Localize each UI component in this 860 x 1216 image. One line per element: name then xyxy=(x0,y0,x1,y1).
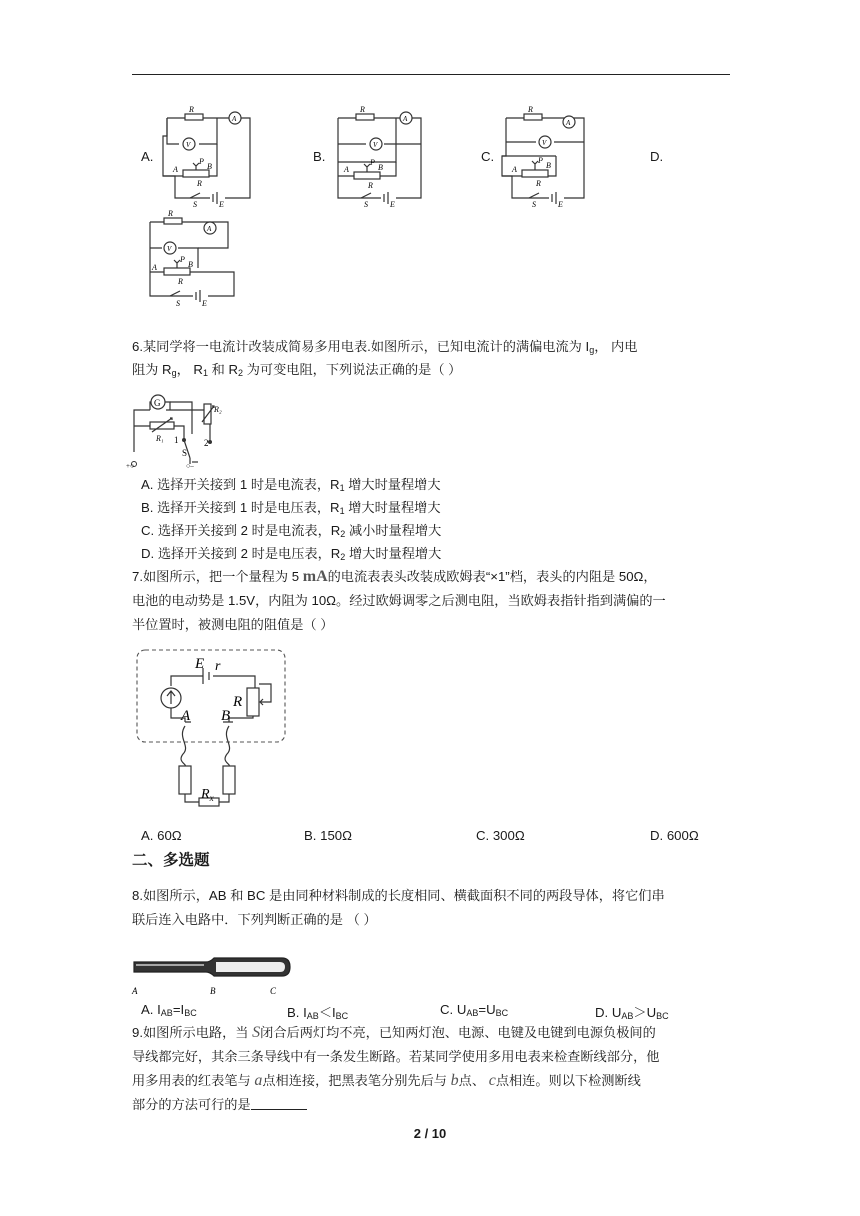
q5-option-c-label: C. xyxy=(481,149,495,164)
fig-label: B xyxy=(207,162,212,171)
fig-label: B xyxy=(378,163,383,172)
fig-label: G xyxy=(154,398,161,408)
answer-blank xyxy=(251,1097,307,1110)
fig-label: $R_x$ xyxy=(201,787,214,803)
fig-label: R xyxy=(368,181,373,190)
fig-label: R xyxy=(360,106,365,114)
q9-stem-line1: 9.如图所示电路，当 S闭合后两灯均不亮，已知两灯泡、电源、电键及电键到电源负极间的 xyxy=(132,1024,656,1041)
q5-circuit-c xyxy=(494,106,598,208)
fig-label: S xyxy=(532,200,536,208)
fig-label: E xyxy=(219,200,224,208)
fig-label: R xyxy=(233,694,243,710)
fig-label: 1 xyxy=(174,435,179,445)
q8-option-b: B. $I_{AB}<I_{BC}$ xyxy=(287,1005,349,1021)
q8-conductor-figure xyxy=(130,950,295,998)
q6-circuit-figure xyxy=(126,384,226,470)
q6-option-a: A. 选择开关接到 1 时是电流表，$R_1$ 增大时量程增大 xyxy=(141,477,441,493)
q7-stem-line1: 7.如图所示，把一个量程为 5 mA的电流表表头改装成欧姆表“×1”档，表头的内阻是 50Ω， xyxy=(132,568,657,585)
q7-option-c: C. 300Ω xyxy=(476,828,525,843)
q9-stem-line2: 导线都完好，其余三条导线中有一条发生断路。若某同学使用多用电表来检查断线部分，他 xyxy=(132,1049,660,1064)
q8-option-d: D. $U_{AB}>U_{BC}$ xyxy=(595,1005,669,1021)
fig-label: R xyxy=(197,179,202,188)
fig-label: A xyxy=(344,165,349,174)
fig-label: A xyxy=(512,165,517,174)
q7-option-a: A. 60Ω xyxy=(141,828,182,843)
q7-stem-line2: 电池的电动势是 1.5V，内阻为 10Ω。经过欧姆调零之后测电阻，当欧姆表指针指到满偏的一 xyxy=(132,593,666,608)
q5-circuit-d xyxy=(138,208,242,308)
q7-option-d: D. 600Ω xyxy=(650,828,699,843)
fig-label: r xyxy=(215,659,221,674)
fig-label: R₂ xyxy=(214,405,222,414)
fig-label: A xyxy=(173,165,178,174)
fig-label: P xyxy=(370,158,375,167)
q5-option-b-label: B. xyxy=(313,149,326,164)
fig-label: R xyxy=(528,106,533,114)
fig-label: V xyxy=(542,139,547,147)
fig-label: R xyxy=(189,106,194,114)
q6-stem-line1: 6.某同学将一电流计改装成简易多用电表.如图所示，已知电流计的满偏电流为 $I_g$， 内电 xyxy=(132,339,638,355)
q9-stem-line4: 部分的方法可行的是 xyxy=(132,1096,307,1114)
q6-stem-line2: 阻为 $R_g$， $R_1$ 和 $R_2$ 为可变电阻，下列说法正确的是（ ） xyxy=(132,362,462,378)
q5-option-a-label: A. xyxy=(141,149,154,164)
q7-stem-line3: 半位置时，被测电阻的阻值是（ ） xyxy=(132,617,334,632)
q8-stem-line1: 8.如图所示，AB 和 BC 是由同种材料制成的长度相同、横截面积不同的两段导体，将它们串 xyxy=(132,888,665,903)
fig-label: C xyxy=(270,986,277,996)
q9-stem-line3: 用多用表的红表笔与 a点相连接，把黑表笔分别先后与 b点、 c点相连。则以下检测断线 xyxy=(132,1072,641,1089)
fig-label: S xyxy=(182,448,188,458)
fig-label: R xyxy=(168,209,173,218)
fig-label: E xyxy=(202,299,207,308)
fig-label: B xyxy=(210,986,216,996)
q5-option-d-label: D. xyxy=(650,149,664,164)
fig-label: R xyxy=(536,179,541,188)
q6-option-c: C. 选择开关接到 2 时是电流表，$R_2$ 减小时量程增大 xyxy=(141,523,442,539)
fig-label: A xyxy=(132,986,138,996)
q6-option-d: D. 选择开关接到 2 时是电压表，$R_2$ 增大时量程增大 xyxy=(141,546,442,562)
fig-label: ○– xyxy=(186,462,194,470)
fig-label: V xyxy=(167,245,172,253)
fig-label: B xyxy=(221,708,231,724)
fig-label: A xyxy=(181,708,191,724)
fig-label: E xyxy=(195,656,205,672)
fig-label: P xyxy=(199,157,204,166)
q7-option-b: B. 150Ω xyxy=(304,828,352,843)
fig-label: S xyxy=(193,200,197,208)
fig-label: P xyxy=(180,255,185,264)
fig-label: A xyxy=(232,115,237,123)
fig-label: A xyxy=(403,115,408,123)
fig-label: B xyxy=(546,161,551,170)
fig-label: R₁ xyxy=(156,434,164,443)
section-heading: 二、多选题 xyxy=(132,852,210,869)
fig-label: B xyxy=(188,260,193,269)
page-number: 2 / 10 xyxy=(413,1126,447,1141)
fig-label: A xyxy=(152,263,157,272)
fig-label: +○ xyxy=(126,462,135,470)
fig-label: A xyxy=(207,225,212,233)
fig-label: E xyxy=(558,200,563,208)
q7-circuit-figure xyxy=(133,646,289,810)
fig-label: E xyxy=(390,200,395,208)
header-rule xyxy=(132,74,730,75)
q5-circuit-a xyxy=(155,106,259,208)
q8-option-c: C. $U_{AB}=U_{BC}$ xyxy=(440,1002,509,1018)
q5-circuit-b xyxy=(326,106,430,208)
q8-stem-line2: 联后连入电路中．下列判断正确的是 （ ） xyxy=(132,912,377,927)
fig-label: S xyxy=(364,200,368,208)
fig-label: S xyxy=(176,299,180,308)
fig-label: P xyxy=(538,156,543,165)
q8-option-a: A. $I_{AB}=I_{BC}$ xyxy=(141,1002,197,1018)
fig-label: V xyxy=(186,141,191,149)
fig-label: V xyxy=(373,141,378,149)
fig-label: A xyxy=(566,119,571,127)
q6-option-b: B. 选择开关接到 1 时是电压表，$R_1$ 增大时量程增大 xyxy=(141,500,441,516)
fig-label: R xyxy=(178,277,183,286)
fig-label: 2 xyxy=(204,438,209,448)
